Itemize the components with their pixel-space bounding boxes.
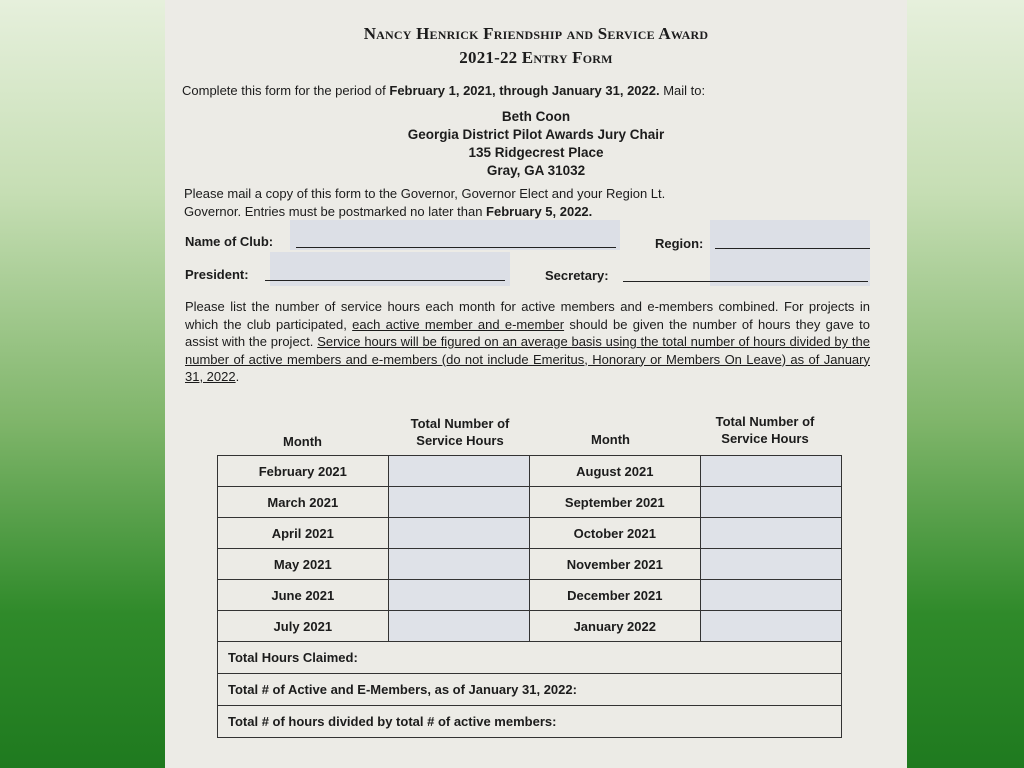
intro-suffix: Mail to: xyxy=(659,83,706,98)
hours-input-cell[interactable] xyxy=(700,549,841,580)
month-cell: March 2021 xyxy=(218,487,389,518)
month-cell: June 2021 xyxy=(218,580,389,611)
address-street: 135 Ridgecrest Place xyxy=(468,145,604,160)
hours-input-cell[interactable] xyxy=(388,518,529,549)
president-label: President: xyxy=(185,267,249,282)
mail-note-line2: Governor. Entries must be postmarked no later than xyxy=(184,204,487,219)
totals-row xyxy=(218,706,842,738)
instructions-underlined-2: Service hours will be figured on an average basis using the total number of hours divided by the number of active members and e-members (do not include Emeritus, Honorary or Members On Leave) as of January 31, 2022 xyxy=(185,334,871,384)
address-title: Georgia District Pilot Awards Jury Chair xyxy=(407,127,665,142)
instructions-text-1: Please list the number of service hours each month for active members and e-members combined. For projects in which the club participated, xyxy=(185,299,870,332)
month-cell: February 2021 xyxy=(218,456,389,487)
mailing-address xyxy=(165,108,907,180)
totals-row xyxy=(218,642,842,674)
mail-note xyxy=(184,185,665,221)
form-subtitle: 2021-22 Entry Form xyxy=(459,48,613,67)
average-hours-cell[interactable]: Total # of hours divided by total # of active members: xyxy=(218,706,842,738)
hours-input-cell[interactable] xyxy=(388,487,529,518)
hours-input-cell[interactable] xyxy=(700,611,841,642)
hours-header-right: Total Number of Service Hours xyxy=(715,414,815,446)
hours-input-cell[interactable] xyxy=(388,549,529,580)
intro-prefix: Complete this form for the period of xyxy=(182,83,390,98)
month-cell: September 2021 xyxy=(529,487,700,518)
hours-input-cell[interactable] xyxy=(388,580,529,611)
hours-input-cell[interactable] xyxy=(700,456,841,487)
service-hours-table xyxy=(217,455,842,738)
month-header-right: Month xyxy=(591,432,630,447)
hours-input-cell[interactable] xyxy=(700,518,841,549)
president-input[interactable] xyxy=(265,280,505,281)
deadline: February 5, 2022. xyxy=(486,204,593,219)
month-cell: August 2021 xyxy=(529,456,700,487)
address-city: Gray, GA 31032 xyxy=(486,163,586,178)
hours-input-cell[interactable] xyxy=(388,456,529,487)
form-title: Nancy Henrick Friendship and Service Award xyxy=(363,24,709,43)
instructions-text-2: should be given the number of hours they gave to assist with the project. xyxy=(185,316,870,349)
intro-text xyxy=(182,83,705,98)
address-name: Beth Coon xyxy=(501,109,571,124)
hours-input-cell[interactable] xyxy=(700,487,841,518)
table-row xyxy=(218,549,842,580)
instructions xyxy=(185,298,870,386)
month-cell: December 2021 xyxy=(529,580,700,611)
mail-note-line1: Please mail a copy of this form to the Governor, Governor Elect and your Region Lt. xyxy=(184,186,666,201)
totals-row xyxy=(218,674,842,706)
month-header-left: Month xyxy=(283,434,322,449)
intro-period: February 1, 2021, through January 31, 2022. xyxy=(389,83,660,98)
month-cell: July 2021 xyxy=(218,611,389,642)
hours-input-cell[interactable] xyxy=(700,580,841,611)
instructions-underlined-1: each active member and e-member xyxy=(352,316,565,332)
region-label: Region: xyxy=(655,236,704,251)
month-cell: May 2021 xyxy=(218,549,389,580)
month-cell: October 2021 xyxy=(529,518,700,549)
club-input[interactable] xyxy=(296,247,616,248)
table-row xyxy=(218,518,842,549)
region-input[interactable] xyxy=(715,248,870,249)
secretary-label: Secretary: xyxy=(545,268,609,283)
secretary-input[interactable] xyxy=(623,281,868,282)
total-members-cell[interactable]: Total # of Active and E-Members, as of January 31, 2022: xyxy=(218,674,842,706)
hours-header-left: Total Number of Service Hours xyxy=(410,416,510,448)
club-label: Name of Club: xyxy=(185,234,274,249)
table-row xyxy=(218,580,842,611)
total-hours-claimed-cell[interactable]: Total Hours Claimed: xyxy=(218,642,842,674)
table-row xyxy=(218,456,842,487)
hours-input-cell[interactable] xyxy=(388,611,529,642)
instructions-text-3: . xyxy=(235,369,240,384)
table-row xyxy=(218,611,842,642)
entry-form-page xyxy=(165,0,907,768)
month-cell: January 2022 xyxy=(529,611,700,642)
month-cell: November 2021 xyxy=(529,549,700,580)
table-row xyxy=(218,487,842,518)
month-cell: April 2021 xyxy=(218,518,389,549)
